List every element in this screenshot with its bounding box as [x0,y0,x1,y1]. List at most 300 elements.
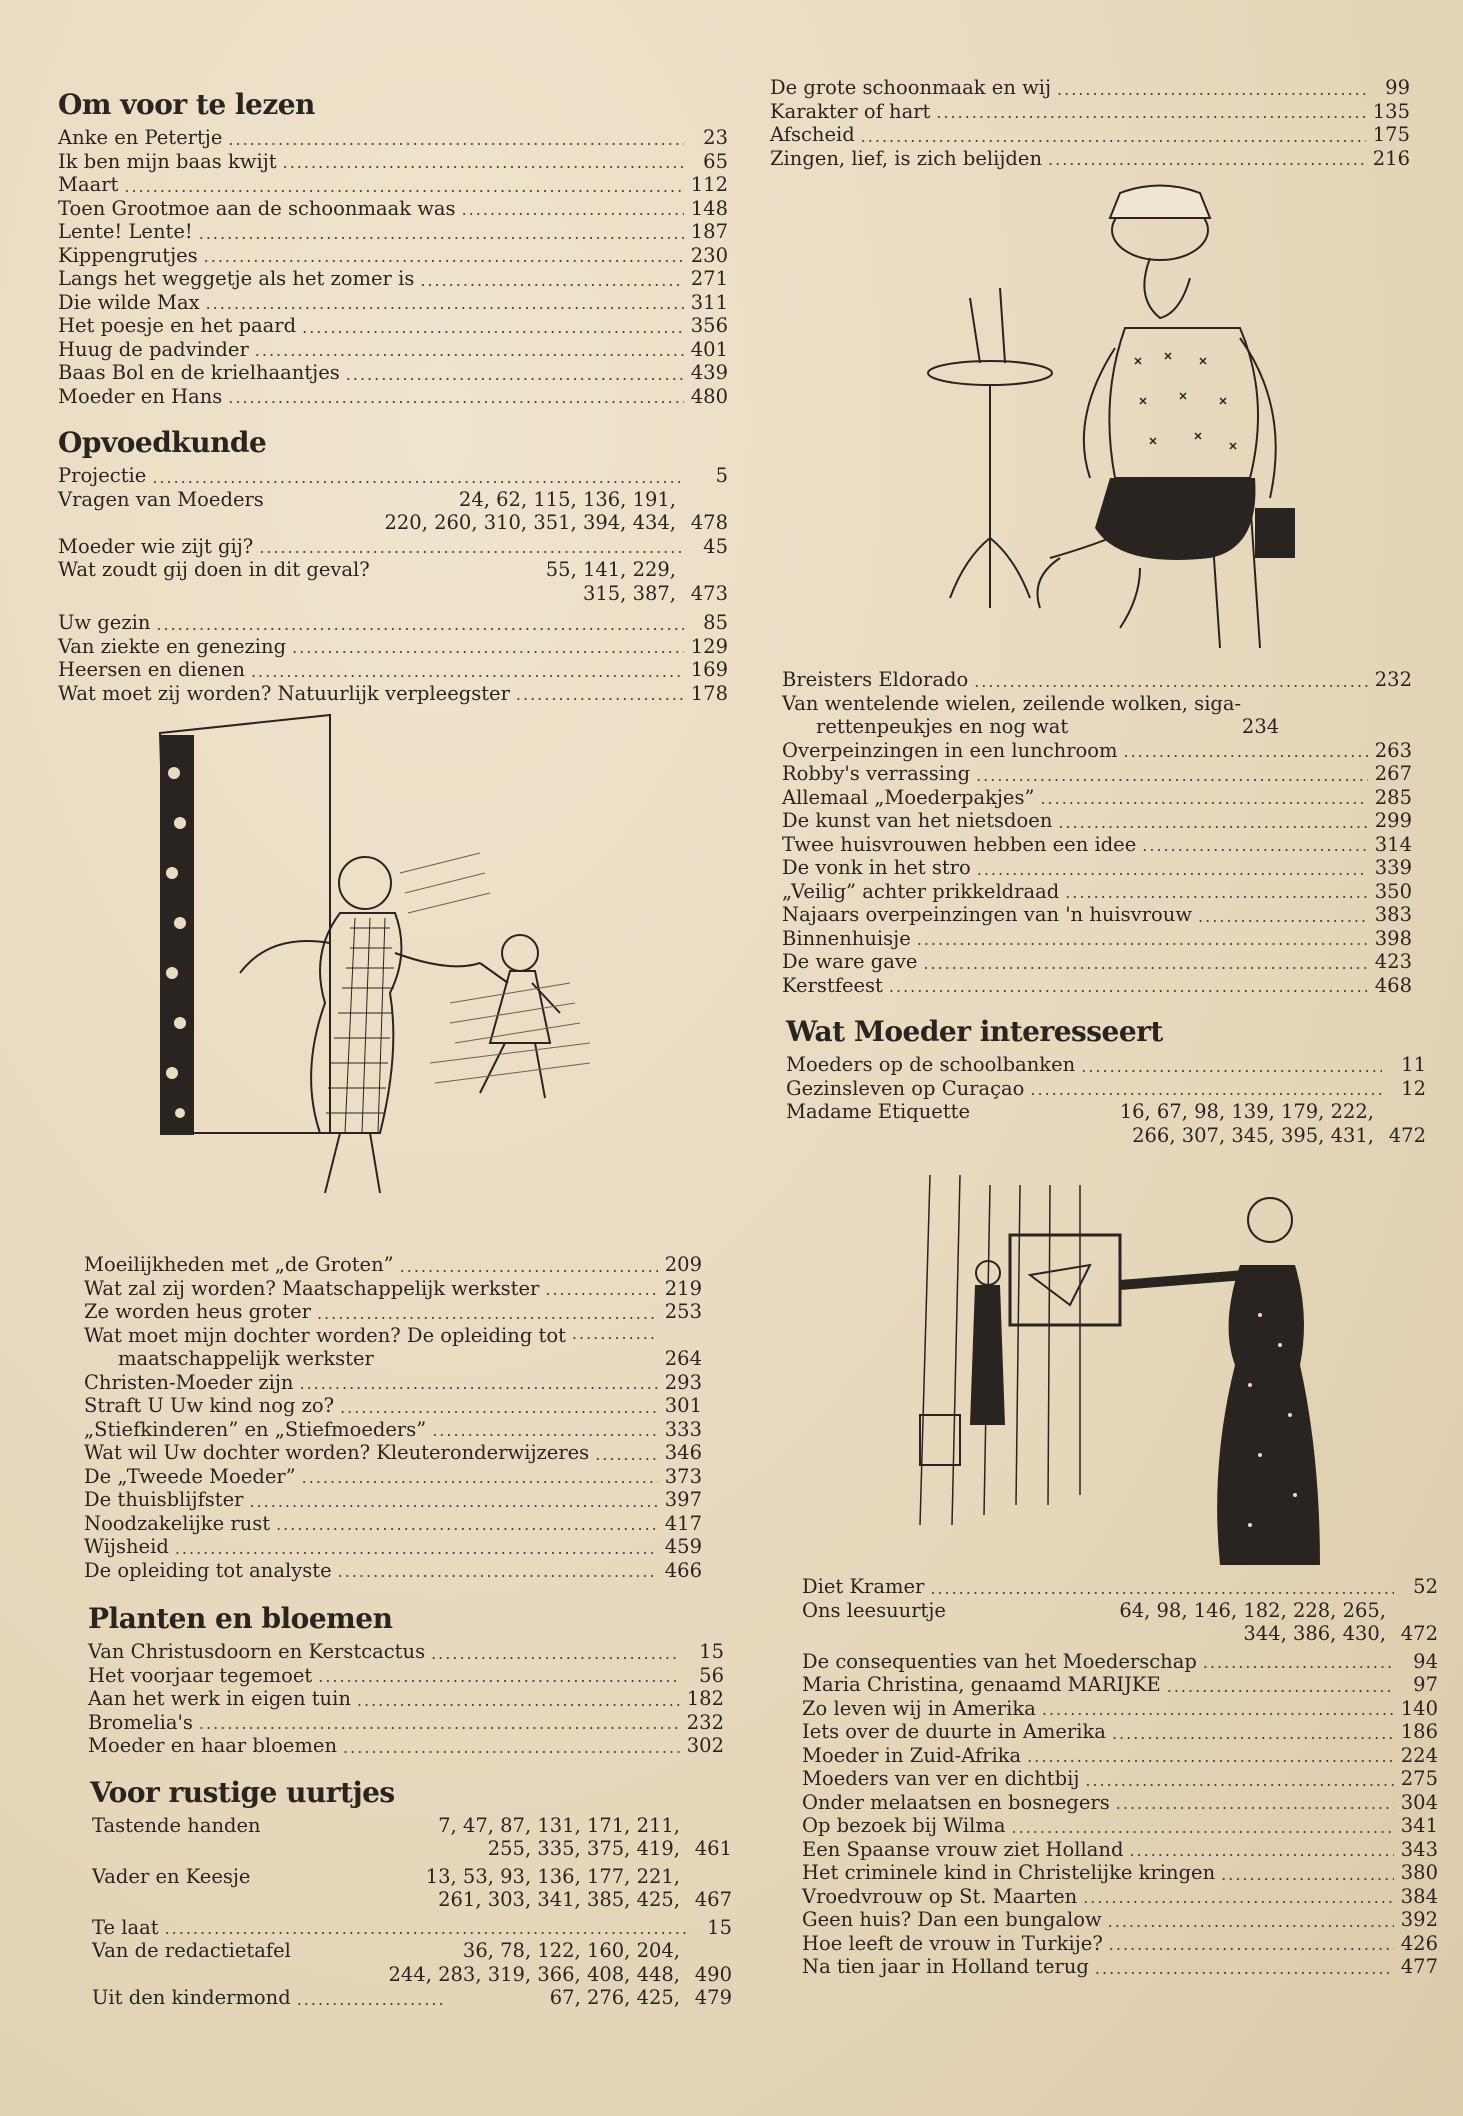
entry-title: Gezinsleven op Curaçao [786,1076,1025,1100]
index-entry[interactable] [88,1664,724,1688]
index-entry[interactable] [782,974,1412,998]
leader-dots [175,1539,658,1559]
entry-title: Diet Kramer [802,1575,925,1598]
list-opvoedkunde-continued [84,1253,702,1582]
index-entry[interactable] [782,762,1412,786]
entry-title: Wijsheid [84,1535,169,1558]
section-title-voor-rustige-uurtjes: Voor rustige uurtjes [90,1775,395,1809]
index-entry[interactable] [84,1559,702,1583]
index-entry[interactable] [58,658,728,682]
index-entry[interactable] [786,1077,1426,1101]
entry-title: Wat zoudt gij doen in dit geval? [58,558,370,581]
index-entry[interactable] [782,809,1412,833]
entry-page: 341 [1400,1814,1438,1837]
entry-title: Van de redactietafel [92,1939,291,1962]
entry-page: 398 [1374,926,1412,950]
index-entry[interactable] [802,1673,1438,1697]
index-entry[interactable] [58,126,728,150]
entry-title: Najaars overpeinzingen van 'n huisvrouw [782,903,1193,926]
leader-dots [462,200,684,220]
entry-title: Zingen, lief, is zich belijden [770,146,1043,170]
entry-page: 285 [1374,785,1412,809]
entry-page: 175 [1372,123,1410,146]
section-title-wat-moeder-interesseert: Wat Moeder interesseert [786,1015,1163,1048]
leader-dots [343,1738,680,1758]
entry-page: 23 [703,126,728,149]
leader-dots [251,662,684,682]
entry-title: De vonk in het stro [782,856,971,879]
index-entry[interactable] [802,1767,1438,1791]
index-entry[interactable] [58,361,728,385]
leader-dots [974,672,1368,692]
leader-dots [199,224,684,244]
leader-dots [1116,1794,1394,1814]
index-entry[interactable] [782,833,1412,857]
index-entry[interactable] [84,1465,702,1489]
index-entry[interactable] [92,1814,732,1861]
entry-title: Wat moet mijn dochter worden? De opleiding tot [84,1323,566,1347]
entry-page: 383 [1374,903,1412,926]
entry-page: 182 [686,1687,724,1710]
woman-with-painting-illustration [890,1165,1330,1575]
entry-title: Lente! Lente! [58,220,193,243]
entry-pages: 67, 276, 425, [549,1986,680,2009]
left-column [58,88,732,2028]
entry-pages: 7, 47, 87, 131, 171, 211, 255, 335, 375, 419, [438,1813,680,1860]
entry-page: 15 [707,1915,732,1939]
entry-title: Moeder en haar bloemen [88,1734,338,1757]
entry-pages: 13, 53, 93, 136, 177, 221, 261, 303, 341, 385, 425, [425,1864,680,1911]
index-entry[interactable] [802,1814,1438,1838]
entry-page: 350 [1374,879,1412,903]
entry-title: Noodzakelijke rust [84,1511,271,1535]
entry-page: 473 [690,581,728,605]
entry-page: 397 [664,1488,702,1511]
index-entry[interactable] [58,244,728,268]
entry-page: 466 [664,1558,702,1582]
entry-title: Bromelia's [88,1710,193,1734]
entry-title: Allemaal „Moederpakjes” [782,785,1035,809]
entry-page: 97 [1413,1673,1438,1696]
entry-pages: 16, 67, 98, 139, 179, 222, 266, 307, 345, 395, 431, [1119,1100,1374,1147]
entry-page: 11 [1401,1053,1426,1076]
entry-page: 65 [703,149,728,173]
entry-page: 234 [1241,715,1280,738]
index-entry[interactable] [802,1838,1438,1862]
entry-title: Het voorjaar tegemoet [88,1663,313,1687]
entry-title: Anke en Petertje [58,126,223,149]
index-entry[interactable] [88,1687,724,1711]
index-entry[interactable] [58,464,728,488]
entry-title: De opleiding tot analyste [84,1558,332,1582]
entry-title: Vader en Keesje [92,1864,251,1888]
entry-page: 401 [690,337,728,361]
index-entry[interactable] [84,1535,702,1559]
leader-dots [152,468,684,488]
right-column [770,76,1438,1997]
leader-dots [1124,742,1369,762]
index-entry[interactable] [58,535,728,559]
leader-dots [228,130,684,150]
entry-title: „Veilig” achter prikkeldraad [782,879,1060,903]
entry-page: 468 [1374,973,1412,997]
index-entry[interactable] [802,1599,1438,1646]
entry-title: Die wilde Max [58,290,200,314]
entry-title: De „Tweede Moeder” [84,1464,296,1488]
entry-title: Straft U Uw kind nog zo? [84,1394,335,1417]
leader-dots [595,1445,658,1465]
leader-dots [276,1515,658,1535]
leader-dots [1129,1841,1394,1861]
index-entry[interactable] [782,927,1412,951]
index-entry[interactable] [84,1324,702,1371]
entry-page: 112 [690,173,728,196]
entry-page: 392 [1400,1908,1438,1931]
entry-title: Uit den kindermond [92,1986,291,2009]
index-entry[interactable] [58,291,728,315]
index-entry[interactable] [782,739,1412,763]
entry-title: Maria Christina, genaamd MARIJKE [802,1673,1161,1696]
index-entry[interactable] [786,1100,1426,1147]
index-entry[interactable] [802,1861,1438,1885]
index-entry[interactable] [84,1512,702,1536]
entry-title-continued: maatschappelijk werkster [118,1347,374,1370]
index-entry[interactable] [84,1253,702,1277]
entry-title: Breisters Eldorado [782,668,969,691]
entry-pages: 55, 141, 229, 315, 387, [545,558,676,605]
entry-page: 15 [699,1640,724,1663]
index-entry[interactable] [58,173,728,197]
entry-page: 343 [1400,1837,1438,1861]
leader-dots [1040,789,1368,809]
entry-pages: 64, 98, 146, 182, 228, 265, 344, 386, 430, [1119,1598,1386,1645]
entry-title: Afscheid [770,123,855,146]
entry-title: Moeders van ver en dichtbij [802,1767,1080,1790]
entry-page: 56 [699,1663,724,1687]
leader-dots [400,1257,658,1277]
index-entry[interactable] [770,100,1410,124]
entry-page: 293 [664,1370,702,1394]
list-right-mid [782,668,1412,997]
leader-dots [1109,1935,1394,1955]
entry-title: Huug de padvinder [58,337,249,361]
entry-title: De grote schoonmaak en wij [770,76,1052,99]
index-entry[interactable] [770,147,1410,171]
entry-page: 99 [1385,76,1410,99]
index-entry[interactable] [58,267,728,291]
entry-page: 311 [690,290,728,314]
index-entry[interactable] [58,635,728,659]
entry-title: Ze worden heus groter [84,1300,311,1323]
index-entry[interactable] [782,786,1412,810]
leader-dots [976,766,1368,786]
leader-dots [338,1562,658,1582]
index-entry[interactable] [802,1908,1438,1932]
entry-page: 472 [1388,1123,1426,1147]
section-title-planten-en-bloemen: Planten en bloemen [88,1602,393,1635]
entry-page: 52 [1413,1575,1438,1598]
entry-title: Moeder en Hans [58,384,223,408]
entry-page: 346 [664,1441,702,1464]
leader-dots [302,1468,658,1488]
entry-title: De thuisblijfster [84,1488,244,1511]
leader-dots [1167,1677,1394,1697]
index-entry[interactable] [802,1885,1438,1909]
entry-page: 232 [1374,668,1412,691]
leader-dots [1203,1653,1394,1673]
leader-dots [516,685,684,705]
leader-dots [977,860,1368,880]
index-entry[interactable] [802,1575,1438,1599]
leader-dots [1030,1080,1382,1100]
leader-dots [1198,907,1368,927]
entry-page: 314 [1374,832,1412,856]
entry-page: 219 [664,1276,702,1300]
index-entry[interactable] [782,880,1412,904]
entry-page: 187 [690,220,728,243]
leader-dots [420,271,684,291]
leader-dots [299,1374,658,1394]
leader-dots [228,388,684,408]
entry-title: Ik ben mijn baas kwijt [58,149,277,173]
leader-dots [124,177,684,197]
leader-dots [346,365,684,385]
entry-page: 232 [686,1710,724,1734]
index-entry[interactable] [802,1955,1438,1979]
leader-dots [1048,150,1366,170]
entry-title: Projectie [58,464,147,487]
entry-page: 380 [1400,1861,1438,1884]
entry-page: 304 [1400,1790,1438,1814]
entry-title: Twee huisvrouwen hebben een idee [782,832,1137,856]
entry-page: 169 [690,658,728,681]
entry-title: Van ziekte en genezing [58,634,287,658]
index-entry[interactable] [92,1865,732,1912]
leader-dots [1095,1959,1394,1979]
illustration-area [58,705,728,1253]
entry-title: Langs het weggetje als het zomer is [58,267,415,290]
leader-dots [432,1421,658,1441]
index-entry[interactable] [84,1371,702,1395]
entry-page: 129 [690,634,728,658]
leader-dots [1142,836,1368,856]
entry-page: 302 [686,1734,724,1757]
index-entry[interactable] [770,76,1410,100]
entry-title-continued: rettenpeukjes en nog wat [816,715,1069,738]
entry-page: 461 [694,1837,732,1860]
index-entry[interactable] [782,856,1412,880]
index-entry[interactable] [802,1744,1438,1768]
entry-page: 224 [1400,1743,1438,1767]
leader-dots [1221,1865,1394,1885]
index-entry[interactable] [84,1394,702,1418]
index-entry[interactable] [802,1650,1438,1674]
leader-dots [1065,883,1368,903]
list-voor-rustige-uurtjes [92,1814,732,2010]
index-entry[interactable] [58,314,728,338]
entry-title: Moeilijkheden met „de Groten” [84,1253,394,1276]
leader-dots [923,954,1368,974]
index-entry[interactable] [58,197,728,221]
entry-page: 417 [664,1511,702,1535]
leader-dots [204,247,684,267]
entry-page: 339 [1374,856,1412,879]
index-entry[interactable] [802,1720,1438,1744]
list-wat-moeder-interesseert [786,1053,1426,1147]
index-entry[interactable] [58,150,728,174]
entry-title: Een Spaanse vrouw ziet Holland [802,1837,1124,1861]
index-entry[interactable] [92,1986,732,2010]
entry-page: 490 [694,1962,732,1986]
leader-dots [1057,80,1366,100]
index-entry[interactable] [84,1277,702,1301]
index-entry[interactable] [802,1697,1438,1721]
index-entry[interactable] [802,1932,1438,1956]
leader-dots [861,127,1366,147]
entry-page: 267 [1374,762,1412,785]
entry-title: Kerstfeest [782,973,883,997]
list-wat-moeder-continued [802,1575,1438,1979]
index-entry[interactable] [782,950,1412,974]
entry-page: 94 [1413,1649,1438,1673]
entry-page: 356 [690,314,728,337]
leader-dots [318,1667,680,1687]
index-entry[interactable] [84,1488,702,1512]
entry-title: De consequenties van het Moederschap [802,1649,1197,1673]
entry-page: 263 [1374,738,1412,762]
entry-pages: 36, 78, 122, 160, 204, 244, 283, 319, 366, 408, 448, [388,1939,680,1986]
leader-dots [259,538,684,558]
index-entry[interactable] [92,1916,732,1940]
index-entry[interactable] [782,692,1412,739]
index-entry[interactable] [58,385,728,409]
index-entry[interactable] [58,611,728,635]
index-entry[interactable] [92,1939,732,1986]
entry-title: Te laat [92,1915,159,1939]
list-planten-en-bloemen [88,1640,724,1758]
index-entry[interactable] [782,668,1412,692]
index-entry[interactable] [84,1418,702,1442]
entry-title: Van Christusdoorn en Kerstcactus [88,1640,426,1663]
entry-title: Hoe leeft de vrouw in Turkije? [802,1931,1103,1955]
entry-page: 5 [715,464,728,487]
leader-dots [889,977,1368,997]
entry-page: 275 [1400,1767,1438,1790]
list-om-voor-te-lezen [58,126,728,408]
entry-page: 135 [1372,99,1410,123]
entry-title: Heersen en dienen [58,658,245,681]
leader-dots [317,1304,658,1324]
illustration-area [770,188,1410,668]
entry-page: 85 [703,611,728,634]
index-entry[interactable] [84,1441,702,1465]
entry-title: Wat zal zij worden? Maatschappelijk werkster [84,1276,540,1300]
list-opvoedkunde [58,464,728,705]
entry-page: 480 [690,384,728,408]
index-entry[interactable] [58,682,728,706]
entry-page: 477 [1400,1955,1438,1978]
index-entry[interactable] [802,1791,1438,1815]
leader-dots [1081,1057,1382,1077]
entry-title: Uw gezin [58,611,151,634]
leader-dots [936,103,1366,123]
entry-pages: 24, 62, 115, 136, 191, 220, 260, 310, 351, 394, 434, [384,487,676,534]
leader-dots [340,1398,658,1418]
entry-title: Overpeinzingen in een lunchroom [782,738,1118,762]
index-entry[interactable] [770,123,1410,147]
leader-dots [302,318,684,338]
index-entry[interactable] [88,1640,724,1664]
index-entry[interactable] [88,1711,724,1735]
entry-page: 178 [690,681,728,705]
mother-daughter-illustration [150,713,610,1213]
leader-dots [1042,1700,1394,1720]
entry-page: 459 [664,1535,702,1558]
index-entry[interactable] [58,220,728,244]
entry-title: De ware gave [782,950,918,973]
leader-dots [1085,1771,1394,1791]
index-entry[interactable] [58,558,728,605]
seated-woman-illustration [910,178,1330,648]
entry-title: Van wentelende wielen, zeilende wolken, siga- [782,691,1242,715]
index-entry[interactable] [88,1734,724,1758]
leader-dots [199,1714,680,1734]
leader-dots [1058,813,1368,833]
index-entry[interactable] [58,488,728,535]
entry-title: Op bezoek bij Wilma [802,1814,1006,1837]
entry-title: Moeder wie zijt gij? [58,534,254,558]
entry-title: Binnenhuisje [782,926,911,950]
illustration-area [770,1165,1410,1575]
entry-title: Het criminele kind in Christelijke kringen [802,1861,1216,1884]
entry-title: Kippengrutjes [58,243,198,267]
entry-title: Wat moet zij worden? Natuurlijk verpleegster [58,681,510,705]
entry-title: Na tien jaar in Holland terug [802,1955,1089,1978]
entry-page: 186 [1400,1720,1438,1743]
entry-title: Vragen van Moeders [58,487,264,511]
entry-page: 264 [664,1347,702,1370]
leader-dots [1027,1747,1394,1767]
section-title-om-voor-te-lezen: Om voor te lezen [58,88,315,121]
entry-page: 148 [690,196,728,220]
entry-title: Geen huis? Dan een bungalow [802,1908,1102,1931]
leader-dots [1083,1888,1394,1908]
entry-title: Aan het werk in eigen tuin [88,1687,351,1710]
entry-page: 479 [694,1986,732,2009]
entry-page: 299 [1374,809,1412,832]
entry-page: 45 [703,534,728,558]
leader-dots [292,638,684,658]
entry-title: Toen Grootmoe aan de schoonmaak was [58,196,456,220]
section-title-opvoedkunde: Opvoedkunde [58,426,267,459]
entry-title: Maart [58,173,119,196]
index-entry[interactable] [786,1053,1426,1077]
list-right-top [770,76,1410,170]
entry-page: 140 [1400,1696,1438,1720]
leader-dots [1112,1724,1394,1744]
leader-dots [357,1691,680,1711]
index-entry[interactable] [84,1300,702,1324]
leader-dots [156,615,684,635]
index-entry[interactable] [58,338,728,362]
entry-page: 423 [1374,950,1412,973]
leader-dots [250,1492,659,1512]
index-entry[interactable] [782,903,1412,927]
entry-title: Onder melaatsen en bosnegers [802,1790,1110,1814]
leader-dots [545,1280,658,1300]
entry-title: Ons leesuurtje [802,1598,946,1622]
entry-page: 439 [690,361,728,384]
